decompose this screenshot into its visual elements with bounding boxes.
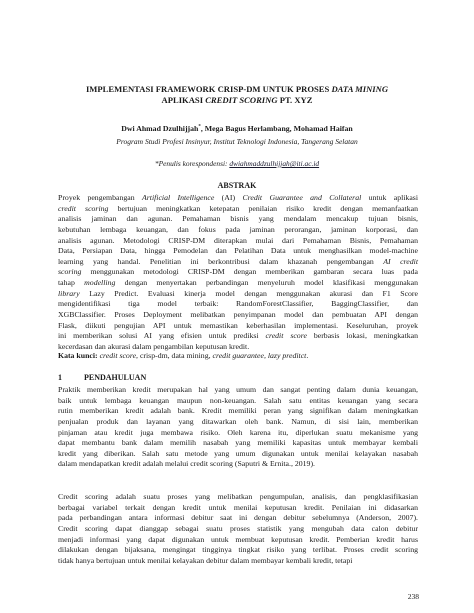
text-line: Proyek pengembangan Artificial Intelligence (AI) Credit Guarantee and Collateral untuk aplikasi: [58, 193, 418, 202]
text-line: mengidentifikasi tiga model terbaik: RandomForestClassifier, BaggingClassifier, dan: [58, 299, 418, 309]
text-line: Praktik memberikan kredit merupakan hal yang umum dan sangat penting dalam dunia keuangan,: [58, 385, 418, 394]
text-line: credit scoring bertujuan meningkatkan ketepatan penilaian risiko kredit dengan memanfaatkan: [58, 203, 418, 213]
text-line: Data, Persiapan Data, hingga Pemodelan dan Pelatihan Data untuk menghasilkan model-machine: [58, 246, 418, 256]
text-line: dalam mendapatkan kredit adalah melalui credit scoring (Saputri & Ernita., 2019).: [58, 459, 315, 469]
text-line: XGBClassifier. Proses Deployment melibatkan penyimpanan model dan pembuatan API dengan: [58, 310, 418, 320]
author-list: Dwi Ahmad Dzulhijjah*, Mega Bagus Herlambang, Mohamad Haifan: [121, 124, 353, 133]
text-line: scoring menggunakan metodologi CRISP-DM dengan memberikan gambaran secara luas pada: [58, 267, 418, 277]
text-line: kredit yang diberikan. Salah satu metode yang umum digunakan untuk menilai kelayakan nasabah: [58, 448, 418, 458]
text-line: dilakukan dengan bijaksana, mengingat tingginya tingkat risiko yang terlibat. Proses credit scoring: [58, 545, 418, 555]
title-line-1: IMPLEMENTASI FRAMEWORK CRISP-DM UNTUK PROSES DATA MINING: [85, 84, 389, 94]
text-line: berbagai variabel terkait dengan kredit untuk menilai keputusan kredit. Penilaian ini didasarkan: [58, 502, 418, 512]
affiliation: Program Studi Profesi Insinyur, Institut Teknologi Indonesia, Tangerang Selatan: [116, 137, 358, 146]
intro-paragraph-2: [58, 492, 418, 566]
text-line: penjualan produk dan layanan yang ditawarkan oleh bank. Namun, di sisi lain, memberikan: [58, 416, 418, 426]
title-line-2: APLIKASI CREDIT SCORING PT. XYZ: [161, 95, 313, 105]
text-line: library Lazy Predict. Evaluasi kinerja model dengan menggunakan akurasi dan F1 Score: [58, 288, 418, 298]
keywords: [58, 351, 418, 362]
text-line: ini memberikan solusi AI yang efisien untuk prediksi credit score berbasis lokasi, meningkatkan: [58, 331, 419, 341]
section-number: 1: [58, 373, 62, 382]
text-line: kecerdasan dan akurasi dalam pengambilan keputusan kredit.: [58, 341, 250, 351]
text-line: dapat membantu bank dalam memilih nasabah yang memiliki kapasitas untuk membayar kembali: [58, 438, 418, 448]
text-line: learning yang handal. Penelitian ini berkontribusi dalam khazanah pengembangan AI credit: [58, 256, 418, 266]
corresponding-mark: *: [198, 124, 201, 130]
text-line: tidak hanya bertujuan untuk menilai kelayakan debitur dalam membayar kembali kredit, tetapi: [58, 555, 353, 565]
keywords-label: Kata kunci:: [58, 351, 100, 360]
text-line: rutin memberikan kredit adalah bank. Kredit memiliki peran yang signifikan dalam meningkatkan: [58, 406, 418, 416]
text-line: baik untuk lembaga keuangan maupun non-keuangan. Salah satu entitas keuangan yang secara: [58, 395, 418, 405]
text-line: tahap modelling dengan menyertakan perbandingan menyeluruh model klasifikasi menggunakan: [58, 278, 418, 288]
text-line: kebutuhan lembaga keuangan, dan fokus pada jaminan perorangan, jaminan korporasi, dan: [58, 224, 418, 234]
keywords-values: credit score, crisp-dm, data mining, credit guarantee, lazy preditct.: [99, 351, 309, 360]
abstract-body: [58, 193, 418, 353]
text-line: pada perbandingan antara informasi debitur saat ini dengan debitur sebelumnya (Anderson, 2007).: [58, 513, 418, 523]
abstract-heading: ABSTRAK: [217, 181, 257, 190]
correspondence: *Penulis korespondensi: dwiahmaddzulhijjah@iti.ac.id: [154, 159, 320, 168]
text-line: analisis agunan. Metodologi CRISP-DM diterapkan mulai dari Pemahaman Bisnis, Pemahaman: [58, 235, 418, 245]
section-title: PENDAHULUAN: [84, 373, 147, 382]
keywords-line: [58, 351, 418, 362]
text-line: Credit scoring dapat dianggap sebagai suatu proses statistik yang mengubah data calon debitur: [58, 523, 418, 533]
paper-title: [60, 84, 414, 106]
text-line: Flask, diikuti pengujian API untuk memastikan keberhasilan implementasi. Keseluruhan, proyek: [58, 320, 418, 330]
text-line: pinjaman atau kredit juga membawa risiko. Oleh karena itu, diperlukan suatu mekanisme yang: [58, 427, 418, 437]
intro-paragraph-1: [58, 385, 418, 470]
page-number: 238: [407, 592, 419, 601]
section-heading: [58, 373, 146, 382]
email-link[interactable]: dwiahmaddzulhijjah@iti.ac.id: [229, 159, 320, 168]
text-line: Credit scoring adalah suatu proses yang melibatkan pengumpulan, analisis, dan pengklasifikasian: [58, 492, 418, 501]
text-line: menjadi informasi yang dapat digunakan untuk membuat keputusan kredit. Pemberian kredit harus: [58, 534, 418, 544]
text-line: analisis jaminan dan agunan. Pemahaman bisnis yang mendalam mencakup tujuan bisnis,: [58, 214, 418, 224]
